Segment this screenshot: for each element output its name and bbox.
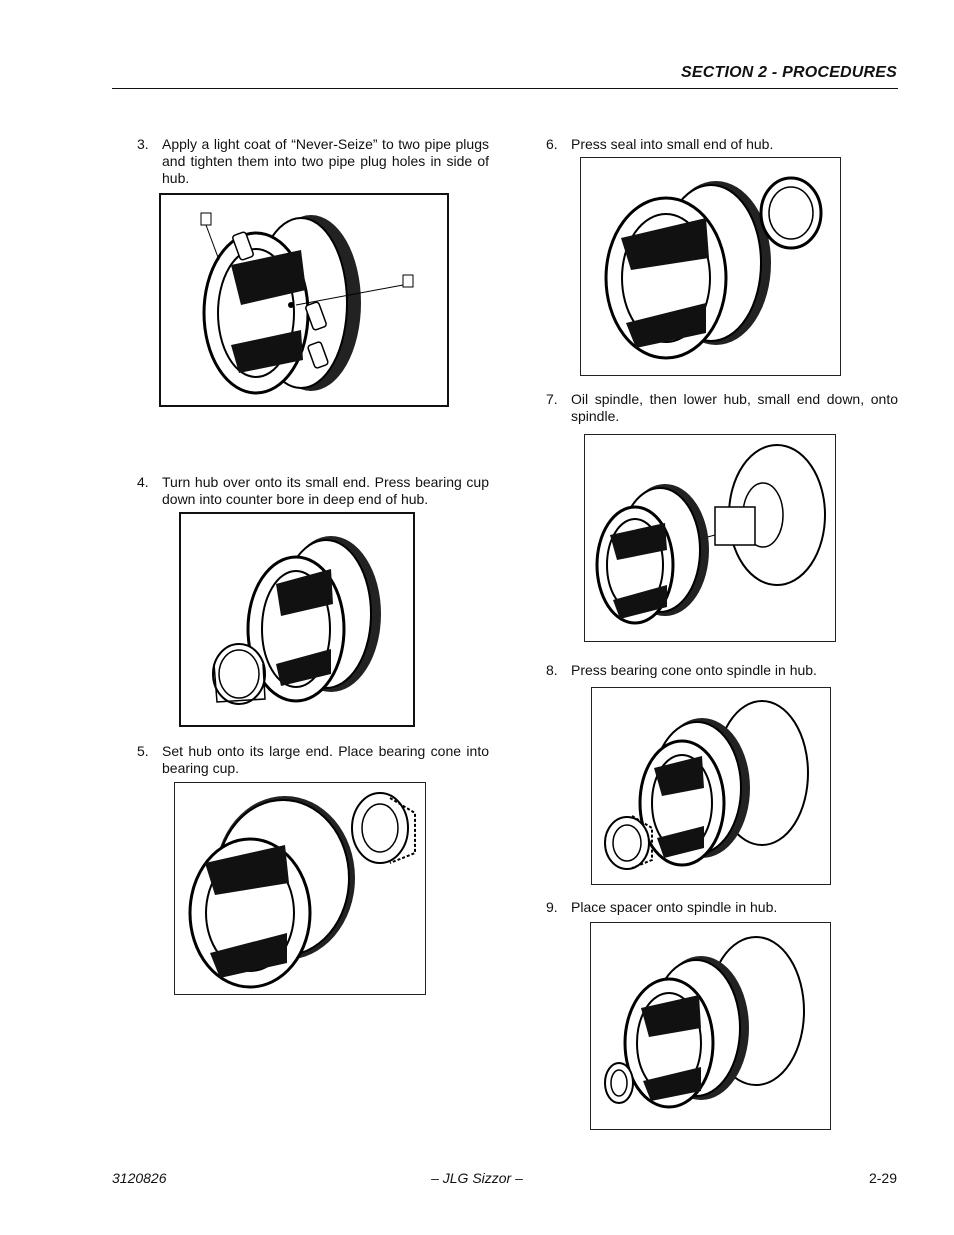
header-divider [112, 88, 898, 89]
step-text: Press seal into small end of hub. [571, 136, 774, 152]
step-number: 4. [137, 474, 149, 490]
step-9 [546, 899, 898, 916]
step-number: 5. [137, 743, 149, 759]
step-text: Apply a light coat of “Never-Seize” to two pipe plugs and tighten them into two pipe plug holes in side of hub. [162, 136, 489, 186]
step-text: Set hub onto its large end. Place bearing cone into bearing cup. [162, 743, 489, 776]
section-title: SECTION 2 - PROCEDURES [681, 64, 897, 81]
step-7 [546, 391, 898, 425]
step-text: Oil spindle, then lower hub, small end down, onto spindle. [571, 391, 898, 424]
figure-hub-with-seal [580, 157, 841, 376]
step-text: Place spacer onto spindle in hub. [571, 899, 778, 915]
step-6 [546, 136, 898, 153]
step-text: Press bearing cone onto spindle in hub. [571, 662, 817, 678]
step-4 [137, 474, 489, 508]
step-number: 9. [546, 899, 558, 915]
figure-hub-with-pipe-plugs [159, 193, 449, 407]
step-number: 6. [546, 136, 558, 152]
figure-hub-with-bearing-cup [179, 512, 415, 727]
figure-hub-onto-spindle [584, 434, 836, 642]
manual-title: – JLG Sizzor – [431, 1170, 523, 1186]
step-3 [137, 136, 489, 187]
step-8 [546, 662, 898, 679]
step-text: Turn hub over onto its small end. Press bearing cup down into counter bore in deep end of hub. [162, 474, 489, 507]
step-number: 3. [137, 136, 149, 152]
page-number: 2-29 [868, 1170, 897, 1186]
step-number: 8. [546, 662, 558, 678]
step-number: 7. [546, 391, 558, 407]
figure-hub-with-bearing-cone [174, 782, 426, 995]
figure-bearing-cone-onto-spindle [591, 687, 831, 885]
step-5 [137, 743, 489, 777]
figure-spacer-onto-spindle [590, 922, 831, 1130]
doc-number: 3120826 [112, 1170, 167, 1186]
